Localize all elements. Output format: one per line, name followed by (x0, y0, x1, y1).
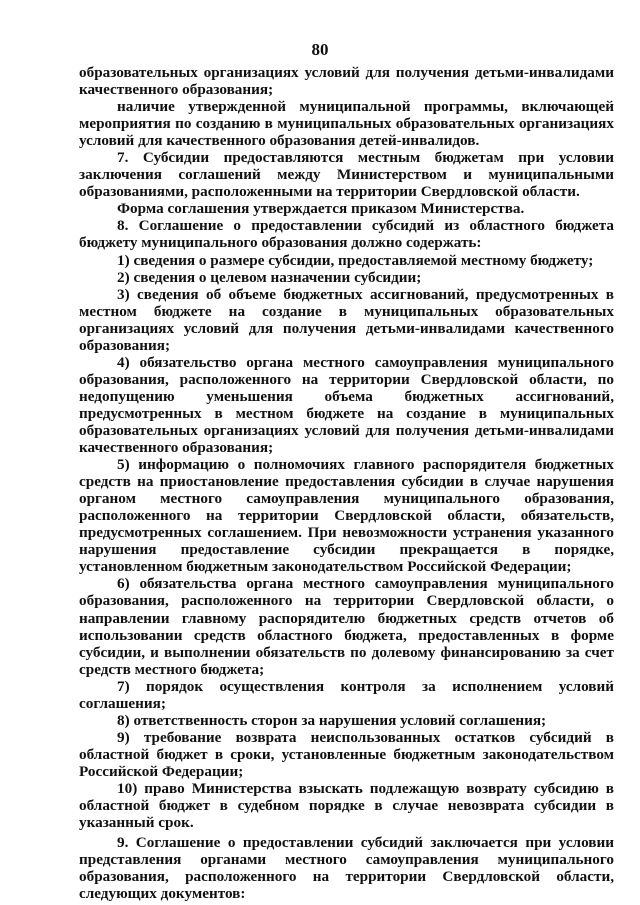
paragraph: Форма соглашения утверждается приказом Министерства. (117, 200, 525, 218)
list-item: 5) информацию о полномочиях главного распорядителя бюджетных средств на приостановление предоставления субсидии в случае нарушения органом местного самоуправления муниципального образования, расположенного на территории Свердловской области, обязательств, предусмотренных соглашением. При невозможности устранения указанного нарушения предоставление субсидии прекращается в порядке, установленном бюджетным законодательством Российской Федерации; (79, 456, 614, 576)
list-item: 8) ответственность сторон за нарушения условий соглашения; (117, 711, 547, 729)
paragraph: наличие утвержденной муниципальной программы, включающей мероприятия по созданию в муниципальных образовательных организациях условий для качественного образования детей-инвалидов. (79, 98, 614, 150)
list-item: 10) право Министерства взыскать подлежащую возврату субсидию в областной бюджет в судебном порядке в случае невозврата субсидии в указанный срок. (79, 779, 614, 832)
list-item: 6) обязательства органа местного самоуправления муниципального образования, расположенного на территории Свердловской области, о направлении главному распорядителю бюджетных средств отчетов об использовании средств областного бюджета, предоставленных в форме субсидии, и выполнении обязательств по долевому финансированию за счет средств местного бюджета; (79, 575, 614, 678)
list-item: 4) обязательство органа местного самоуправления муниципального образования, расположенного на территории Свердловской области, по недопущению уменьшения объема бюджетных ассигнований, предусмотренных в местном бюджете на создание в муниципальных образовательных организациях условий для получения детьми-инвалидами качественного образования; (79, 353, 614, 457)
document-body (79, 64, 614, 902)
paragraph: образовательных организациях условий для получения детьми-инвалидами качественного образования; (79, 64, 614, 99)
list-item: 7) порядок осуществления контроля за исполнением условий соглашения; (79, 677, 614, 712)
list-item: 1) сведения о размере субсидии, предоставляемой местному бюджету; (117, 251, 594, 269)
paragraph: 8. Соглашение о предоставлении субсидий из областного бюджета бюджету муниципального образования должно содержать: (79, 217, 614, 252)
paragraph: 9. Соглашение о предоставлении субсидий заключается при условии представления органами местного самоуправления муниципального образования, расположенного на территории Свердловской области, следующих документов: (79, 834, 614, 903)
paragraph: 7. Субсидии предоставляются местным бюджетам при условии заключения соглашений между Министерством и муниципальными образованиями, расположенными на территории Свердловской области. (79, 149, 614, 201)
list-item: 3) сведения об объеме бюджетных ассигнований, предусмотренных в местном бюджете на создание в муниципальных образовательных организациях условий для получения детьми-инвалидами качественного образования; (79, 285, 614, 354)
list-item: 9) требование возврата неиспользованных остатков субсидий в областной бюджет в сроки, установленные бюджетным законодательством Российской Федерации; (79, 728, 614, 780)
list-item: 2) сведения о целевом назначении субсидии; (117, 268, 422, 286)
page-number: 80 (311, 40, 329, 59)
